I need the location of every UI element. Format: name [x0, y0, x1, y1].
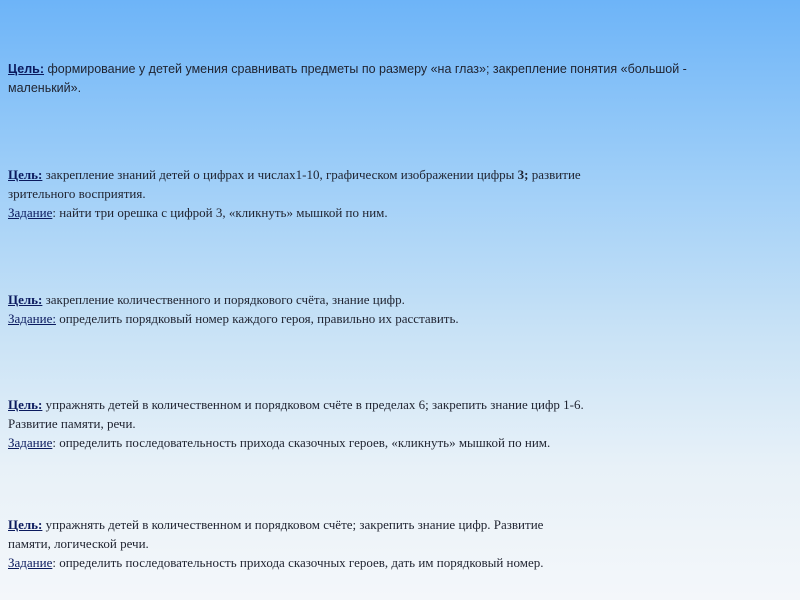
task-label: Задание [8, 435, 53, 450]
goal-label: Цель: [8, 292, 43, 307]
task-label: Задание [8, 555, 53, 570]
goal-line-continued: маленький». [8, 81, 82, 95]
goal-label: Цель: [8, 167, 43, 182]
goal-line [8, 395, 783, 414]
goal-label: Цель: [8, 517, 43, 532]
goal-line-continued: памяти, логической речи. [8, 536, 149, 551]
goal-label: Цель: [8, 397, 43, 412]
task-line [8, 553, 783, 572]
task-text: : определить последовательность прихода сказочных героев, дать им порядковый номер. [52, 555, 544, 570]
goal-text: упражнять детей в количественном и порядковом счёте; закрепить знание цифр. Развитие [42, 517, 544, 532]
task-text: : определить последовательность прихода сказочных героев, «кликнуть» мышкой по ним. [52, 435, 551, 450]
goal-text: закрепление знаний детей о цифрах и числах1-10, графическом изображении цифры [42, 167, 518, 182]
task-text: определить порядковый номер каждого героя, правильно их расставить. [55, 311, 459, 326]
task-label: Задание [8, 205, 53, 220]
digit-bold: 3; [517, 167, 529, 182]
task-label: Задание: [8, 311, 56, 326]
goal-line [8, 165, 783, 184]
goal-label: Цель: [8, 62, 45, 76]
goal-block-3 [8, 290, 783, 328]
goal-text: закрепление количественного и порядкового счёта, знание цифр. [42, 292, 405, 307]
goal-text: формирование у детей умения сравнивать предметы по размеру «на глаз»; закрепление понятия «большой - [44, 62, 687, 76]
goal-block-5 [8, 515, 783, 572]
goal-line-continued: зрительного восприятия. [8, 186, 146, 201]
goal-line [8, 60, 783, 79]
goal-line [8, 515, 783, 534]
task-text: : найти три орешка с цифрой 3, «кликнуть» мышкой по ним. [52, 205, 388, 220]
goal-block-4 [8, 395, 783, 452]
goal-line [8, 290, 783, 309]
goal-block-2 [8, 165, 783, 222]
task-line [8, 203, 783, 222]
task-line [8, 433, 783, 452]
goal-block-1 [8, 60, 783, 98]
goal-text-tail: развитие [528, 167, 581, 182]
task-line [8, 309, 783, 328]
goal-text: упражнять детей в количественном и порядковом счёте в пределах 6; закрепить знание цифр 1-6. [42, 397, 584, 412]
goal-line-continued: Развитие памяти, речи. [8, 416, 136, 431]
